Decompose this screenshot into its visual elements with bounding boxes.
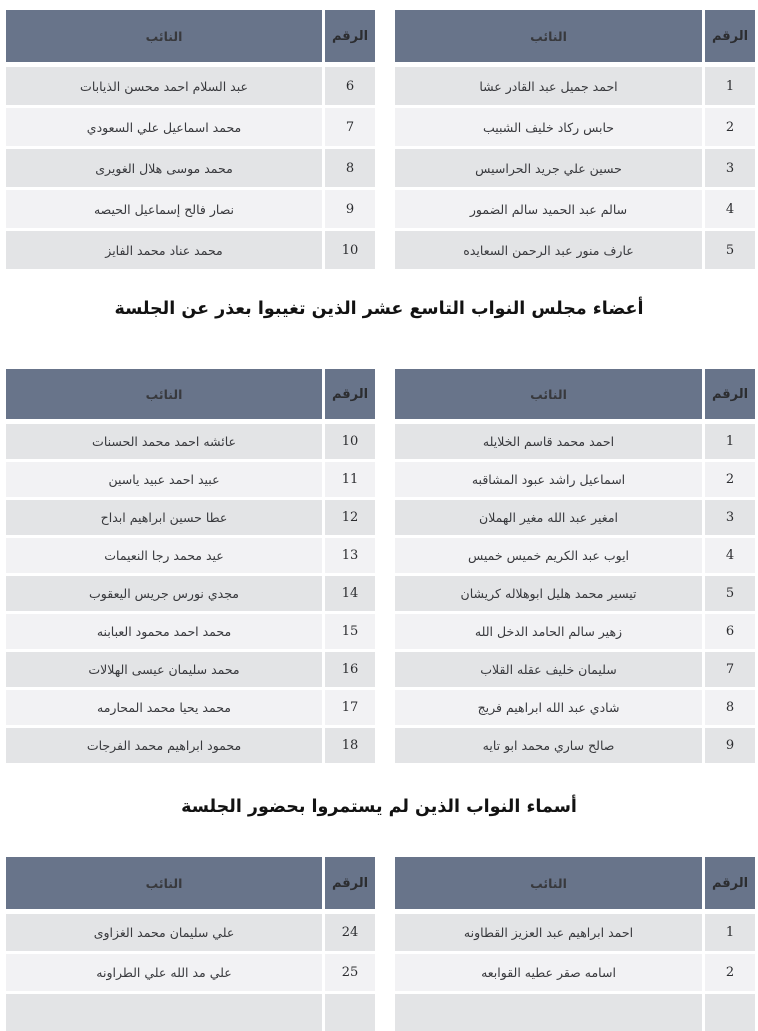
table-body [6, 67, 375, 269]
name-column-header: النائب [395, 857, 702, 909]
deputy-name: محمود ابراهيم محمد الفرجات [6, 728, 322, 763]
deputy-number: 24 [325, 914, 375, 951]
deputy-number: 13 [325, 538, 375, 573]
number-column-header: الرقم [705, 369, 755, 419]
table-row [6, 914, 375, 951]
section-heading-did-not-continue: أسماء النواب الذين لم يستمروا بحضور الجلسة [181, 797, 577, 817]
deputy-name: اسامه صقر عطيه القوابعه [395, 954, 702, 991]
deputy-name: زهير سالم الحامد الدخل الله [395, 614, 702, 649]
section-absent-tables [0, 369, 758, 763]
deputy-number: 4 [705, 538, 755, 573]
table-row [395, 914, 755, 951]
table-row [395, 500, 755, 535]
table-row [6, 954, 375, 991]
section-not-continued-tables [0, 857, 758, 1031]
deputy-name: عبد السلام احمد محسن الذيابات [6, 67, 322, 105]
table-body [6, 914, 375, 1031]
number-column-header: الرقم [325, 857, 375, 909]
section-heading-absent-with-excuse: أعضاء مجلس النواب التاسع عشر الذين تغيبوا بعذر عن الجلسة [114, 299, 644, 319]
section-top-tables [0, 10, 758, 269]
deputy-number: 8 [325, 149, 375, 187]
deputy-name: امغير عبد الله مغير الهملان [395, 500, 702, 535]
table-header-row [395, 10, 755, 62]
deputy-number: 6 [705, 614, 755, 649]
table-body [395, 914, 755, 1031]
deputy-number: 1 [705, 914, 755, 951]
table-row [6, 231, 375, 269]
deputy-number: 4 [705, 190, 755, 228]
number-column-header: الرقم [705, 10, 755, 62]
table-row [395, 538, 755, 573]
deputy-name: عطا حسين ابراهيم ابداح [6, 500, 322, 535]
table-row [395, 652, 755, 687]
table-row [6, 994, 375, 1031]
table-header-row [6, 10, 375, 62]
deputy-name: محمد اسماعيل علي السعودي [6, 108, 322, 146]
deputy-number: 9 [325, 190, 375, 228]
deputy-name: احمد محمد قاسم الخلايله [395, 424, 702, 459]
table-row [395, 108, 755, 146]
table-row [395, 231, 755, 269]
deputy-number [325, 994, 375, 1031]
deputy-name: اسماعيل راشد عبود المشاقبه [395, 462, 702, 497]
deputy-number: 17 [325, 690, 375, 725]
deputy-name: علي سليمان محمد الغزاوى [6, 914, 322, 951]
table-row [395, 994, 755, 1031]
deputy-number: 1 [705, 424, 755, 459]
deputy-name: محمد عناد محمد الفايز [6, 231, 322, 269]
deputy-name: احمد جميل عبد القادر عشا [395, 67, 702, 105]
table-row [6, 462, 375, 497]
deputies-table [395, 369, 755, 763]
table-header-row [395, 857, 755, 909]
deputy-number: 5 [705, 231, 755, 269]
table-row [6, 614, 375, 649]
deputies-table [395, 857, 755, 1031]
deputy-number: 14 [325, 576, 375, 611]
deputy-name: محمد موسى هلال الغويرى [6, 149, 322, 187]
table-row [6, 576, 375, 611]
table-row [395, 462, 755, 497]
table-row [395, 728, 755, 763]
deputy-number: 9 [705, 728, 755, 763]
table-body [395, 67, 755, 269]
number-column-header: الرقم [325, 10, 375, 62]
deputy-number: 7 [705, 652, 755, 687]
table-row [395, 954, 755, 991]
table-row [6, 690, 375, 725]
deputy-name: حسين علي جريد الحراسيس [395, 149, 702, 187]
deputies-table [6, 857, 375, 1031]
deputy-number: 11 [325, 462, 375, 497]
deputies-table [6, 369, 375, 763]
deputy-number: 1 [705, 67, 755, 105]
deputy-number: 5 [705, 576, 755, 611]
table-row [6, 652, 375, 687]
deputy-name: محمد احمد محمود العبابنه [6, 614, 322, 649]
deputy-number: 8 [705, 690, 755, 725]
table-row [6, 67, 375, 105]
table-row [6, 190, 375, 228]
table-body [6, 424, 375, 763]
deputy-number: 15 [325, 614, 375, 649]
deputy-name: تيسير محمد هليل ابوهلاله كريشان [395, 576, 702, 611]
deputy-name: عبيد احمد عبيد ياسين [6, 462, 322, 497]
name-column-header: النائب [395, 369, 702, 419]
deputy-number: 10 [325, 424, 375, 459]
table-header-row [395, 369, 755, 419]
table-body [395, 424, 755, 763]
deputy-number: 2 [705, 954, 755, 991]
deputy-number: 12 [325, 500, 375, 535]
deputy-number: 6 [325, 67, 375, 105]
deputy-number: 3 [705, 149, 755, 187]
number-column-header: الرقم [705, 857, 755, 909]
table-row [6, 149, 375, 187]
deputy-number: 7 [325, 108, 375, 146]
deputy-name: عيد محمد رجا النعيمات [6, 538, 322, 573]
deputy-number: 10 [325, 231, 375, 269]
table-row [395, 149, 755, 187]
name-column-header: النائب [395, 10, 702, 62]
deputy-name: نصار فالح إسماعيل الحيصه [6, 190, 322, 228]
table-row [395, 67, 755, 105]
deputy-name: محمد يحيا محمد المحارمه [6, 690, 322, 725]
deputy-name: صالح ساري محمد ابو تايه [395, 728, 702, 763]
deputy-name [6, 994, 322, 1031]
deputy-name: سليمان خليف عقله القلاب [395, 652, 702, 687]
table-row [395, 576, 755, 611]
deputy-name: شادي عبد الله ابراهيم فريج [395, 690, 702, 725]
deputy-number: 2 [705, 108, 755, 146]
table-row [6, 538, 375, 573]
deputy-name: علي مد الله علي الطراونه [6, 954, 322, 991]
deputy-number: 16 [325, 652, 375, 687]
name-column-header: النائب [6, 10, 322, 62]
deputy-number: 2 [705, 462, 755, 497]
deputy-name: مجدي نورس جريس اليعقوب [6, 576, 322, 611]
deputy-name: محمد سليمان عيسى الهلالات [6, 652, 322, 687]
deputy-name: سالم عبد الحميد سالم الضمور [395, 190, 702, 228]
deputies-table [395, 10, 755, 269]
name-column-header: النائب [6, 857, 322, 909]
table-header-row [6, 369, 375, 419]
deputy-name: عارف منور عبد الرحمن السعايده [395, 231, 702, 269]
deputy-number: 25 [325, 954, 375, 991]
table-row [395, 614, 755, 649]
table-row [395, 190, 755, 228]
table-header-row [6, 857, 375, 909]
deputy-name: ايوب عبد الكريم خميس خميس [395, 538, 702, 573]
table-row [6, 108, 375, 146]
number-column-header: الرقم [325, 369, 375, 419]
deputies-table [6, 10, 375, 269]
deputy-number: 3 [705, 500, 755, 535]
deputy-name: احمد ابراهيم عبد العزيز القطاونه [395, 914, 702, 951]
table-row [395, 424, 755, 459]
name-column-header: النائب [6, 369, 322, 419]
deputy-name [395, 994, 702, 1031]
table-row [6, 728, 375, 763]
deputy-name: عائشه احمد محمد الحسنات [6, 424, 322, 459]
deputy-name: حابس ركاد خليف الشبيب [395, 108, 702, 146]
deputy-number [705, 994, 755, 1031]
table-row [6, 500, 375, 535]
table-row [395, 690, 755, 725]
table-row [6, 424, 375, 459]
deputy-number: 18 [325, 728, 375, 763]
